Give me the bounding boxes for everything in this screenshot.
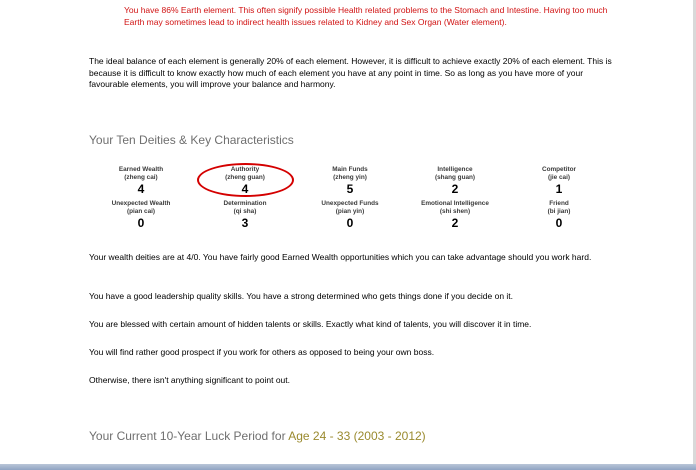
deity-emotional-intelligence: [400, 200, 510, 230]
deity-pinyin: (jie cai): [547, 173, 571, 181]
deity-name: Friend: [549, 200, 569, 207]
luck-period-age: Age 24 - 33 (2003 - 2012): [288, 429, 426, 443]
deity-unexpected-wealth: [86, 200, 196, 230]
deity-pinyin: (shang guan): [434, 173, 476, 181]
leadership-paragraph: You have a good leadership quality skills. You have a strong determined who gets things done if you decide on it.: [89, 291, 514, 301]
deity-main-funds: [295, 166, 405, 196]
deity-authority: [190, 166, 300, 196]
prospect-paragraph: You will find rather good prospect if you work for others as opposed to being your own boss.: [89, 347, 435, 357]
deity-value: 5: [346, 182, 354, 196]
otherwise-paragraph: Otherwise, there isn't anything significant to point out.: [89, 375, 291, 385]
deity-value: 0: [346, 216, 354, 230]
window-bottom-bar: [0, 464, 696, 470]
deity-value: 0: [555, 216, 563, 230]
deity-competitor: [504, 166, 614, 196]
deities-section-title: Your Ten Deities & Key Characteristics: [89, 133, 294, 147]
talents-paragraph: You are blessed with certain amount of hidden talents or skills. Exactly what kind of talents, you will discover it in time.: [89, 319, 532, 329]
deity-pinyin: (shi shen): [439, 207, 471, 215]
deity-unexpected-funds: [295, 200, 405, 230]
deity-name: Unexpected Wealth: [111, 200, 171, 207]
deity-earned-wealth: [86, 166, 196, 196]
deity-name: Main Funds: [332, 166, 368, 173]
deity-pinyin: (pian cai): [126, 207, 156, 215]
deity-friend: [504, 200, 614, 230]
deity-value: 4: [241, 182, 249, 196]
deity-intelligence: [400, 166, 510, 196]
earth-health-note: You have 86% Earth element. This often signify possible Health related problems to the Stomach and Intestine. Having too much Earth may sometimes lead to indirect health issues related to Kidney and Sex Organ (Water element).: [124, 5, 608, 27]
deity-name: Competitor: [541, 166, 577, 173]
deity-name: Determination: [223, 200, 267, 207]
deity-value: 2: [451, 216, 459, 230]
deity-value: 3: [241, 216, 249, 230]
luck-period-title: [89, 429, 426, 443]
deity-pinyin: (pian yin): [335, 207, 365, 215]
deity-value: 4: [137, 182, 145, 196]
deity-pinyin: (qi sha): [233, 207, 257, 215]
deity-value: 0: [137, 216, 145, 230]
deity-name: Earned Wealth: [118, 166, 164, 173]
deity-pinyin: (bi jian): [547, 207, 571, 215]
luck-period-prefix: Your Current 10-Year Luck Period for: [89, 429, 286, 443]
deity-name: Emotional Intelligence: [421, 200, 489, 207]
deity-pinyin: (zheng cai): [124, 173, 158, 181]
wealth-paragraph: Your wealth deities are at 4/0. You have fairly good Earned Wealth opportunities which you can take advantage should you work hard.: [89, 252, 592, 262]
deity-value: 1: [555, 182, 563, 196]
deity-pinyin: (zheng yin): [333, 173, 367, 181]
deity-value: 2: [451, 182, 459, 196]
balance-paragraph: The ideal balance of each element is generally 20% of each element. However, it is difficult to achieve exactly 20% of each element. This is because it is difficult to know exactly how much of each element you have at any point in time. So as long as you have more of your favourable elements, you will improve your balance and harmony.: [89, 56, 612, 89]
deity-name: Authority: [230, 166, 260, 173]
deity-determination: [190, 200, 300, 230]
deity-name: Intelligence: [437, 166, 473, 173]
deity-pinyin: (zheng guan): [225, 173, 265, 181]
deity-name: Unexpected Funds: [321, 200, 379, 207]
